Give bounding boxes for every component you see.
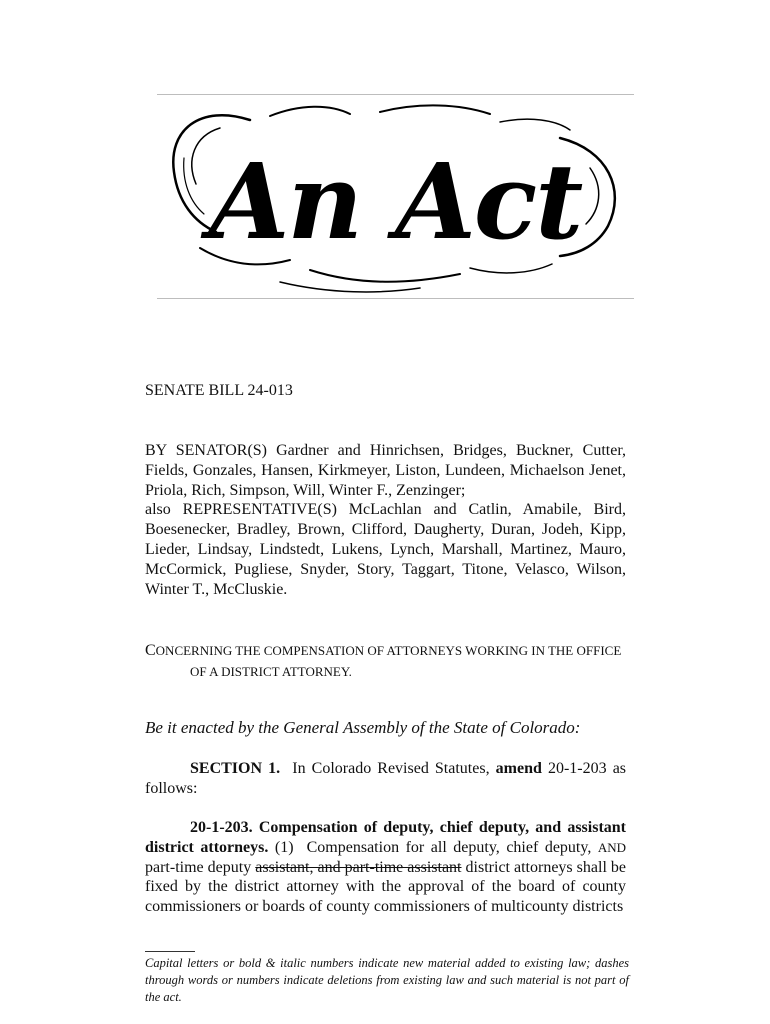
sponsors-block bbox=[145, 441, 626, 599]
house-sponsors: also REPRESENTATIVE(S) McLachlan and Catlin, Amabile, Bird, Boesenecker, Bradley, Brown, Clifford, Daugherty, Duran, Jodeh, Kipp, Lieder, Lindsay, Lindstedt, Lukens, Lynch, Marshall, Martinez, Mauro, McCormick, Pugliese, Snyder, Story, Taggart, Titone, Velasco, Wilson, Winter T., McCluskie. bbox=[145, 501, 626, 598]
header-rule-bottom bbox=[157, 298, 634, 299]
statute-text-b: part-time deputy bbox=[145, 858, 252, 876]
section-1-heading: SECTION 1. bbox=[190, 760, 281, 777]
footnote: Capital letters or bold & italic numbers indicate new material added to existing law; dashes through words or numbers indicate deletions from existing law and such material is not part of the act. bbox=[145, 956, 629, 1004]
concerning-line-1: ONCERNING THE COMPENSATION OF ATTORNEYS WORKING IN THE OFFICE bbox=[155, 643, 622, 658]
banner-title: An Act bbox=[208, 140, 582, 263]
section-1-action: amend bbox=[495, 760, 542, 777]
statute-text-a: Compensation for all deputy, chief deputy, bbox=[306, 838, 592, 856]
section-1-intro: In Colorado Revised Statutes, bbox=[292, 760, 490, 777]
concerning-initial: C bbox=[145, 642, 156, 659]
subsection-number: (1) bbox=[274, 838, 294, 856]
statute-20-1-203 bbox=[145, 818, 626, 917]
statute-heading: 20-1-203. Compensation of deputy, chief deputy, and assistant district attorneys. bbox=[145, 819, 626, 856]
concerning-clause bbox=[145, 640, 626, 682]
section-1 bbox=[145, 759, 626, 799]
deleted-text: assistant, and part-time assistant bbox=[255, 858, 462, 876]
enacting-clause: Be it enacted by the General Assembly of the State of Colorado: bbox=[145, 718, 581, 737]
bill-number: SENATE BILL 24-013 bbox=[145, 382, 293, 399]
statute-text-c: district attorneys shall be fixed by the district attorney with the approval of the board of county commissioners or boards of county commissioners of multicounty districts bbox=[145, 858, 627, 916]
section-1-statute: 20-1-203 as follows: bbox=[145, 760, 627, 797]
concerning-line-2: OF A DISTRICT ATTORNEY. bbox=[190, 664, 352, 679]
an-act-banner bbox=[160, 98, 630, 296]
footnote-rule bbox=[145, 951, 195, 952]
inserted-text: AND bbox=[597, 839, 627, 855]
header-rule-top bbox=[157, 94, 634, 95]
senate-sponsors: BY SENATOR(S) Gardner and Hinrichsen, Bridges, Buckner, Cutter, Fields, Gonzales, Hansen, Kirkmeyer, Liston, Lundeen, Michaelson Jenet, Priola, Rich, Simpson, Will, Winter F., Zenzinger; bbox=[145, 442, 626, 499]
